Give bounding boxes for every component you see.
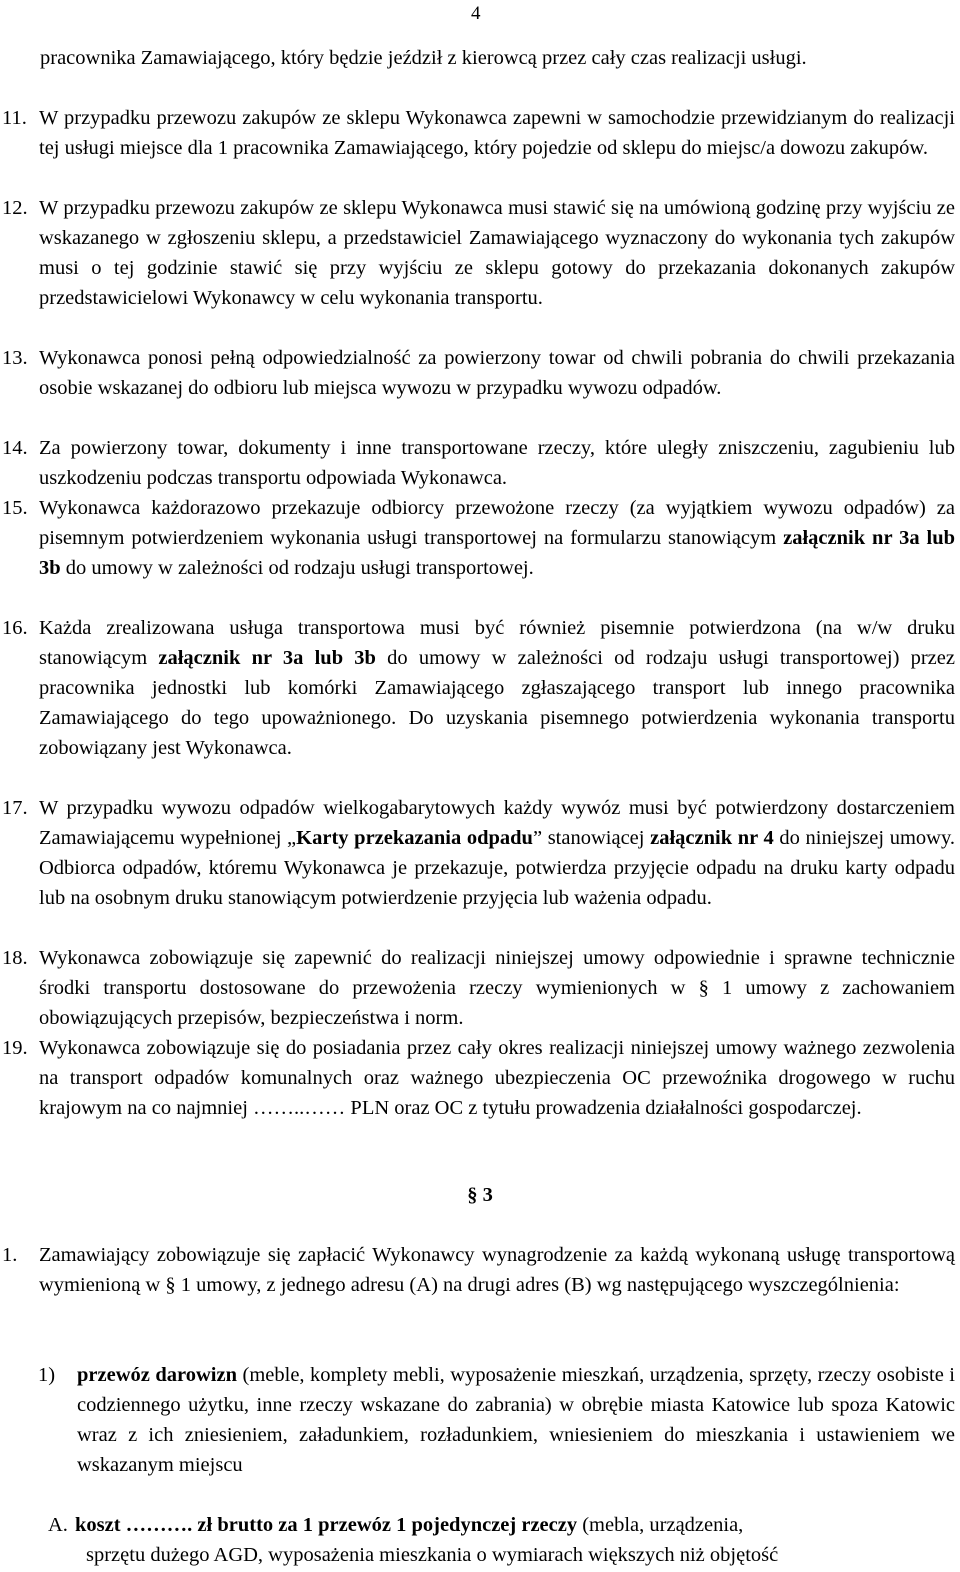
service-name: przewóz darowizn [77, 1364, 237, 1386]
attachment-reference: załącznik nr 4 [650, 827, 774, 849]
sub-list-item-1 [0, 1360, 955, 1480]
sub-item-number: 1) [38, 1364, 56, 1386]
text-run: (meble, komplety mebli, wyposażenie mieszkań, urządzenia, sprzęty, rzeczy osobiste i codziennego użytku, inne rzeczy wskazane do zabrania) w obrębie miasta Katowice lub spoza Katowic wraz z ich zniesieniem, załadunkiem, rozładunkiem, wniesieniem do mieszkania i ustawieniem we wskazanym miejscu [77, 1364, 956, 1476]
form-name: Karty przekazania odpadu [296, 827, 533, 849]
list-item-11 [0, 103, 955, 193]
list-item-number: 16. [2, 617, 28, 639]
list-item-number: 19. [2, 1037, 28, 1059]
section-list-item-1 [0, 1240, 955, 1330]
list-item-19 [0, 1033, 955, 1153]
letter-item-text [75, 1510, 955, 1570]
page-number: 4 [471, 3, 481, 24]
list-item-text: W przypadku przewozu zakupów ze sklepu Wykonawca zapewni w samochodzie przewidzianym do realizacji tej usługi miejsce dla 1 pracownika Zamawiającego, który pojedzie od sklepu do miejsc/a dowozu zakupów. [39, 107, 955, 159]
list-item-text: Wykonawca zobowiązuje się zapewnić do realizacji niniejszej umowy odpowiednie i sprawne technicznie środki transportu dostosowane do przewożenia rzeczy wymienionych w § 1 umowy z zachowaniem obowiązujących przepisów, bezpieczeństwa i norm. [39, 947, 955, 1029]
list-item-14 [0, 433, 955, 493]
list-item-number: 1. [2, 1244, 18, 1266]
list-item-text: Wykonawca ponosi pełną odpowiedzialność za powierzony towar od chwili pobrania do chwili przekazania osobie wskazanej do odbioru lub miejsca wywozu w przypadku wywozu odpadów. [39, 347, 955, 399]
list-item-text: W przypadku przewozu zakupów ze sklepu Wykonawca musi stawić się na umówioną godzinę przy wyjściu ze wskazanego w zgłoszeniu sklepu, a przedstawiciel Zamawiającego wyznaczony do wykonania tych zakupów musi o tej godzinie stawić się przy wyjściu ze sklepu gotowy do przekazania dokonanych zakupów przedstawicielowi Wykonawcy w celu wykonania transportu. [39, 197, 955, 309]
list-item-text: Zamawiający zobowiązuje się zapłacić Wykonawcy wynagrodzenie za każdą wykonaną usługę transportową wymienioną w § 1 umowy, z jednego adresu (A) na drugi adres (B) wg następującego wyszczególnienia: [39, 1244, 955, 1296]
text-run: W przypadku wywozu odpadów wielkogabarytowych każdy wywóz musi być potwierdzony dostarczeniem Zamawiającemu wypełnionej „ [39, 797, 955, 849]
list-item-text [39, 793, 955, 913]
list-item-12 [0, 193, 955, 343]
text-run: Wykonawca każdorazowo przekazuje odbiorcy przewożone rzeczy (za wyjątkiem wywozu odpadów) za pisemnym potwierdzeniem wykonania usługi transportowej na formularzu stanowiącym [39, 497, 955, 549]
text-run: do niniejszej umowy. Odbiorca odpadów, któremu Wykonawca je przekazuje, potwierdza przyjęcie odpadu na druku karty odpadu lub na osobnym druku stanowiącym potwierdzenie przyjęcia lub ważenia odpadu. [39, 827, 956, 909]
attachment-reference: załącznik nr 3a lub 3b [39, 527, 955, 579]
list-item-number: 11. [2, 107, 27, 129]
list-item-number: 15. [2, 497, 28, 519]
list-item-number: 12. [2, 197, 28, 219]
list-item-16 [0, 613, 955, 793]
attachment-reference: załącznik nr 3a lub 3b [158, 647, 376, 669]
list-item-text: Wykonawca zobowiązuje się do posiadania przez cały okres realizacji niniejszej umowy ważnego zezwolenia na transport odpadów komunalnych oraz ważnego ubezpieczenia OC przewoźnika drogowego w ruchu krajowym na co najmniej ……..…… PLN oraz OC z tytułu prowadzenia działalności gospodarczej. [39, 1037, 955, 1119]
text-run: do umowy w zależności od rodzaju usługi transportowej. [60, 557, 534, 579]
text-run: ” stanowiącej [532, 827, 651, 849]
list-item-13 [0, 343, 955, 433]
text-run: do umowy w zależności od rodzaju usługi transportowej) przez pracownika jednostki lub komórki Zamawiającego zgłaszającego transport lub innego pracownika Zamawiającego do tego upoważnionego. Do uzyskania pisemnego potwierdzenia wykonania transportu zobowiązany jest Wykonawca. [39, 647, 955, 759]
list-item-text [39, 493, 955, 583]
cost-line: koszt ………. zł brutto za 1 przewóz 1 pojedynczej rzeczy [75, 1514, 578, 1536]
list-item-number: 13. [2, 347, 28, 369]
list-item-18 [0, 943, 955, 1033]
list-item-number: 14. [2, 437, 28, 459]
section-heading: § 3 [467, 1184, 493, 1206]
sub-item-text [77, 1360, 955, 1480]
list-item-15 [0, 493, 955, 613]
text-run: (mebla, urządzenia, [577, 1514, 744, 1536]
list-item-text [39, 613, 955, 763]
list-item-number: 17. [2, 797, 28, 819]
list-item-17 [0, 793, 955, 943]
list-item-number: 18. [2, 947, 28, 969]
continuation-paragraph: pracownika Zamawiającego, który będzie jeździł z kierowcą przez cały czas realizacji usługi. [40, 47, 807, 69]
letter-item-a [0, 1510, 955, 1570]
text-run: sprzętu dużego AGD, wyposażenia mieszkania o wymiarach większych niż objętość [86, 1544, 779, 1566]
letter-marker: A. [48, 1514, 68, 1536]
text-run: Każda zrealizowana usługa transportowa musi być również pisemnie potwierdzona (na w/w druku stanowiącym [39, 617, 955, 669]
list-item-text: Za powierzony towar, dokumenty i inne transportowane rzeczy, które uległy zniszczeniu, zagubieniu lub uszkodzeniu podczas transportu odpowiada Wykonawca. [39, 437, 955, 489]
